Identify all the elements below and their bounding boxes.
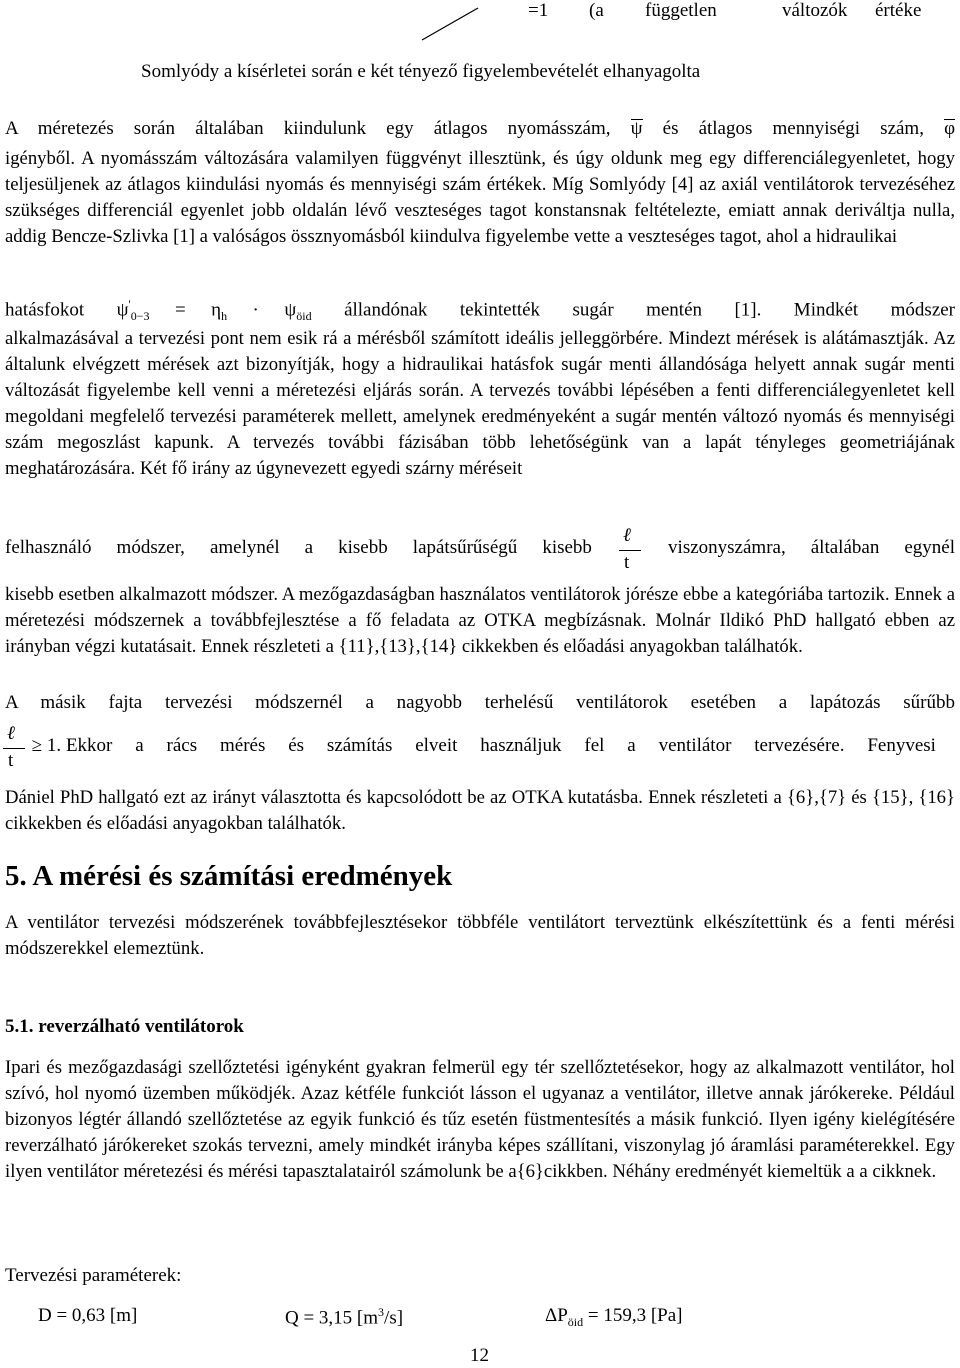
param-flow-rate: Q = 3,15 $[m^3/s]$: [285, 1305, 404, 1329]
top-eq: =1: [528, 0, 549, 21]
para1-line1: [5, 116, 955, 142]
para1-line1-a: A méretezés során általában kiindulunk egy átlagos nyomásszám,: [5, 118, 611, 139]
design-params-label: Tervezési paraméterek:: [5, 1265, 182, 1286]
param-pressure: $\Delta P_{öid} = 159,3$ [Pa]: [545, 1305, 683, 1329]
para1-line1-b: és átlagos mennyiségi szám,: [662, 118, 924, 139]
felh-pre: felhasználó módszer, amelynél a kisebb lapátsűrűségű kisebb: [5, 537, 592, 558]
top-word-2: változók: [782, 0, 848, 21]
section-5-1-text: Ipari és mezőgazdasági szellőztetési igényként gyakran felmerül egy tér szellőztetésekor, hogy az alkalmazott ventilátor, hol szívó, hol nyomó üzemben működjék. Azaz kétféle funkciót lásson el ugyanaz a ventilátor, illetve annak járókereke. Például bizonyos légtér állandó szellőztetése az egyik funkció és tűz esetén füstmentesítés a másik funkció. Ilyen igény kielégítésére reverzálható járókereket szokás tervezni, amely mindkét irányba képes szállítani, viszonylag jó áramlási paraméterekkel. Egy ilyen ventilátor méretezési és mérési tapasztalatairól számolunk be a{6}cikkben. Néhány eredményét kiemeltük a a cikknek.: [5, 1057, 955, 1182]
section-5-text: A ventilátor tervezési módszerének továbbfejlesztésekor többféle ventilátort terveztünk elkészítettünk és a fenti mérési módszerekkel elemeztünk.: [5, 912, 955, 959]
felhasznalo-line: [5, 522, 955, 574]
hatasfok-formula: $\psi'_{0-3} = \eta_h \cdot \psi_{öid}$: [116, 297, 312, 324]
para1-text: igényből. A nyomásszám változására valamilyen függvényt illesztünk, és úgy oldunk meg egy differenciálegyenletet, hogy teljesüljenek az átlagos kiindulási nyomás és mennyiségi szám értékek. Míg Somlyódy [4] az axiál ventilátorok tervezéséhez szükséges differenciál egyenlet jobb oldalán lévő veszteséges tagot konstansnak feltételezte, emiatt annak deriváltja nulla, addig Bencze-Szlivka [1] a valóságos össznyomásból kiindulva figyelembe vette a veszteséges tagot, ahol a hidraulikai: [5, 148, 955, 247]
fraction-denominator: t: [623, 551, 630, 573]
top-word-1: független: [645, 0, 717, 21]
section-5-heading: 5. A mérési és számítási eredmények: [5, 860, 453, 892]
somlyody-line: Somlyódy a kísérletei során e két tényező figyelembevételét elhanyagolta: [141, 61, 701, 82]
section-5-1-heading: 5.1. reverzálható ventilátorok: [5, 1016, 244, 1037]
l-over-t-fraction: [617, 523, 643, 575]
para2-line1: A másik fajta tervezési módszernél a nagyobb terhelésű ventilátorok esetében a lapátozás sűrűbb: [5, 692, 955, 713]
hatasfok-line: [5, 288, 956, 324]
hatasfok-post: állandónak tekintették sugár mentén [1]. Mindkét módszer: [344, 299, 956, 321]
phi-symbol: φ: [944, 118, 956, 139]
psi-symbol: ψ: [630, 118, 643, 139]
hatasfok-pre: hatásfokot: [5, 299, 85, 321]
l-over-t-fraction-2: $\frac{\text{ℓ}}{t}$: [1, 721, 27, 773]
fraction-numerator: ℓ: [622, 524, 631, 546]
geq-one: ≥ 1.: [31, 735, 62, 756]
page-number: 12: [470, 1345, 489, 1366]
para2-text: Dániel PhD hallgató ezt az irányt választotta és kapcsolódott be az OTKA kutatásba. Ennek részleteti a {6},{7} és {15}, {16} cikkekben és előadási anyagokban találhatók.: [5, 787, 955, 834]
para2-line2: [5, 720, 955, 772]
para1-text-3: kisebb esetben alkalmazott módszer. A mezőgazdaságban használatos ventilátorok jórésze ebbe a kategóriába tartozik. Ennek a méretezési módszernek a továbbfejlesztése a fő feladata az OTKA megbízásnak. Molnár Ildikó PhD hallgató ebben az irányban végzi kutatásait. Ennek részleteti a {11},{13},{14} cikkekben és előadási anyagokban találhatók.: [5, 584, 955, 657]
param-diameter: D = 0,63 [m]: [38, 1305, 138, 1326]
diagonal-line: [418, 4, 482, 44]
top-paren: (a: [589, 0, 604, 21]
para2-line2-text: Ekkor a rács mérés és számítás elveit használjuk fel a ventilátor tervezésére. Fenyvesi: [65, 735, 936, 756]
felh-post: viszonyszámra, általában egynél: [668, 537, 956, 558]
top-word-3: értéke: [875, 0, 922, 21]
para1-text-2: alkalmazásával a tervezési pont nem esik rá a mérésből számított ideális jelleggörbére. Mindezt mérések is alátámasztják. Az általunk elvégzett mérések azt bizonyítják, hogy a hidraulikai hatásfok sugár menti állandósága helyett annak sugár menti változását figyelembe kell venni a méretezési eljárás során. A tervezés további lépésében a fenti differenciálegyenletet kell megoldani megfelelő tervezési paraméterek mellett, amelynek eredményeként a sugár mentén változó nyomás és mennyiségi szám megoszlást kapunk. A tervezés további fázisában több lehetőségünk van a lapát tényleges geometriájának meghatározására. Két fő irány az úgynevezett egyedi szárny méréseit: [5, 328, 955, 479]
